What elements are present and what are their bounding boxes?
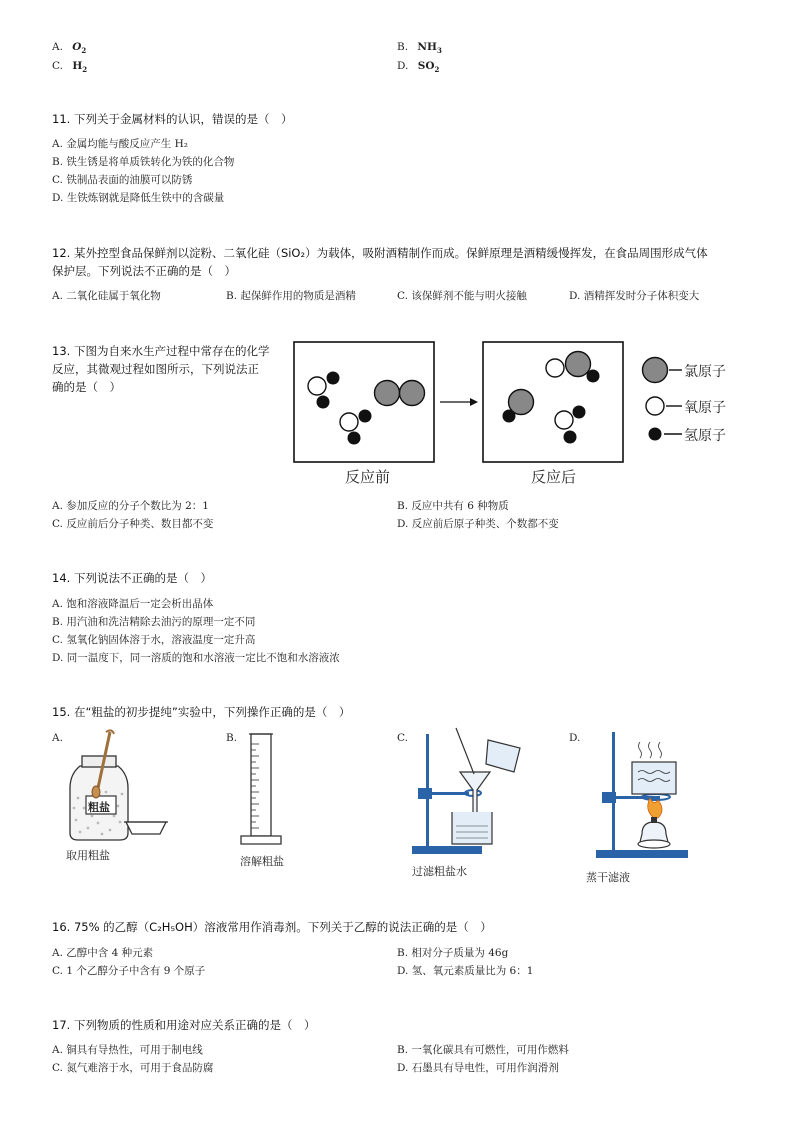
q12-stem-line1: 12. 某外控型食品保鲜剂以淀粉、二氧化硅（SiO₂）为载体，吸附酒精制作而成。保鲜原理是酒精缓慢挥发，在食品周围形成气体 bbox=[52, 246, 708, 260]
chlorine-atom bbox=[375, 381, 400, 406]
q11-stem: 11. 下列关于金属材料的认识，错误的是（ ） bbox=[52, 112, 293, 126]
oxygen-atom bbox=[308, 377, 326, 395]
q12-option-a[interactable]: A. 二氧化硅属于氧化物 bbox=[52, 290, 161, 302]
q17-option-d[interactable]: D. 石墨具有导电性，可用作润滑剂 bbox=[397, 1062, 559, 1074]
q16-option-d[interactable]: D. 氢、氧元素质量比为 6：1 bbox=[397, 965, 534, 977]
q17-option-b[interactable]: B. 一氧化碳具有可燃性，可用作燃料 bbox=[397, 1044, 569, 1056]
q11-option-b[interactable]: B. 铁生锈是将单质铁转化为铁的化合物 bbox=[52, 156, 235, 168]
hydrogen-atom bbox=[573, 406, 586, 419]
q13-option-c[interactable]: C. 反应前后分子种类、数目都不变 bbox=[52, 518, 214, 530]
q14-stem: 14. 下列说法不正确的是（ ） bbox=[52, 571, 212, 585]
q10-option-a[interactable]: A. $O_2$ bbox=[52, 41, 87, 56]
q17-stem: 17. 下列物质的性质和用途对应关系正确的是（ ） bbox=[52, 1018, 316, 1032]
q17-option-a[interactable]: A. 铜具有导热性，可用于制电线 bbox=[52, 1044, 203, 1056]
hydrogen-atom bbox=[348, 432, 361, 445]
hydrogen-atom bbox=[327, 372, 340, 385]
q15-letter-b[interactable]: B. bbox=[226, 732, 238, 744]
q15-letter-a[interactable]: A. bbox=[52, 732, 63, 744]
before-label: 反应前 bbox=[345, 468, 391, 486]
q11-option-d[interactable]: D. 生铁炼钢就是降低生铁中的含碳量 bbox=[52, 192, 225, 204]
q16-option-c[interactable]: C. 1 个乙醇分子中含有 9 个原子 bbox=[52, 965, 206, 977]
q15-letter-d[interactable]: D. bbox=[569, 732, 581, 744]
q13-stem-line3: 确的是（ ） bbox=[52, 380, 121, 394]
graduated-cylinder-illustration bbox=[236, 730, 286, 850]
caption-c: 过滤粗盐水 bbox=[412, 865, 467, 878]
after-label: 反应后 bbox=[531, 468, 577, 486]
q12-stem-line2: 保护层。下列说法不正确的是（ ） bbox=[52, 264, 236, 278]
legend-chlorine-icon bbox=[643, 358, 668, 383]
evaporation-apparatus-illustration bbox=[586, 726, 696, 864]
hydrogen-atom bbox=[587, 370, 600, 383]
caption-b: 溶解粗盐 bbox=[240, 855, 284, 868]
q15-stem: 15. 在“粗盐的初步提纯”实验中，下列操作正确的是（ ） bbox=[52, 705, 351, 719]
q11-option-c[interactable]: C. 铁制品表面的油膜可以防锈 bbox=[52, 174, 193, 186]
q16-option-a[interactable]: A. 乙醇中含 4 种元素 bbox=[52, 947, 154, 959]
legend-hydrogen-icon bbox=[649, 428, 662, 441]
q13-option-d[interactable]: D. 反应前后原子种类、个数都不变 bbox=[397, 518, 559, 530]
legend-hydrogen-label: 氢原子 bbox=[684, 428, 726, 444]
q14-option-c[interactable]: C. 氢氧化钠固体溶于水，溶液温度一定升高 bbox=[52, 634, 256, 646]
oxygen-atom bbox=[555, 411, 573, 429]
q13-option-a[interactable]: A. 参加反应的分子个数比为 2：1 bbox=[52, 500, 209, 512]
hydrogen-atom bbox=[564, 431, 577, 444]
q13-reaction-diagram bbox=[290, 338, 750, 468]
q12-option-b[interactable]: B. 起保鲜作用的物质是酒精 bbox=[226, 290, 356, 302]
q10-option-b[interactable]: B. $NH_3$ bbox=[397, 41, 442, 56]
filtration-apparatus-illustration bbox=[408, 726, 528, 861]
q12-option-c[interactable]: C. 该保鲜剂不能与明火接触 bbox=[397, 290, 527, 302]
q14-option-b[interactable]: B. 用汽油和洗洁精除去油污的原理一定不同 bbox=[52, 616, 256, 628]
q13-stem-line1: 13. 下图为自来水生产过程中常存在的化学 bbox=[52, 344, 270, 358]
q12-option-d[interactable]: D. 酒精挥发时分子体积变大 bbox=[569, 290, 700, 302]
oxygen-atom bbox=[340, 413, 358, 431]
chlorine-atom bbox=[400, 381, 425, 406]
q13-option-b[interactable]: B. 反应中共有 6 种物质 bbox=[397, 500, 509, 512]
hydrogen-atom bbox=[317, 396, 330, 409]
q10-option-c[interactable]: C. $H_2$ bbox=[52, 60, 88, 75]
q15-letter-c[interactable]: C. bbox=[397, 732, 408, 744]
q14-option-a[interactable]: A. 饱和溶液降温后一定会析出晶体 bbox=[52, 598, 214, 610]
hydrogen-atom bbox=[503, 410, 516, 423]
caption-d: 蒸干滤液 bbox=[586, 871, 630, 884]
bottle-label: 粗盐 bbox=[88, 801, 110, 814]
q16-option-b[interactable]: B. 相对分子质量为 46g bbox=[397, 947, 509, 959]
q16-stem: 16. 75% 的乙醇（C₂H₅OH）溶液常用作消毒剂。下列关于乙醇的说法正确的是（ ） bbox=[52, 920, 492, 934]
chlorine-atom bbox=[566, 352, 591, 377]
legend-oxygen-icon bbox=[646, 397, 664, 415]
hydrogen-atom bbox=[359, 410, 372, 423]
legend-oxygen-label: 氧原子 bbox=[684, 400, 726, 416]
q10-option-d[interactable]: D. $SO_2$ bbox=[397, 60, 440, 75]
salt-bottle-illustration bbox=[62, 728, 172, 843]
legend-chlorine-label: 氯原子 bbox=[684, 364, 726, 380]
q13-stem-line2: 反应，其微观过程如图所示，下列说法正 bbox=[52, 362, 259, 376]
q14-option-d[interactable]: D. 同一温度下，同一溶质的饱和水溶液一定比不饱和水溶液浓 bbox=[52, 652, 340, 664]
caption-a: 取用粗盐 bbox=[66, 849, 110, 862]
q11-option-a[interactable]: A. 金属均能与酸反应产生 H₂ bbox=[52, 138, 188, 150]
oxygen-atom bbox=[546, 359, 564, 377]
q17-option-c[interactable]: C. 氮气难溶于水，可用于食品防腐 bbox=[52, 1062, 214, 1074]
